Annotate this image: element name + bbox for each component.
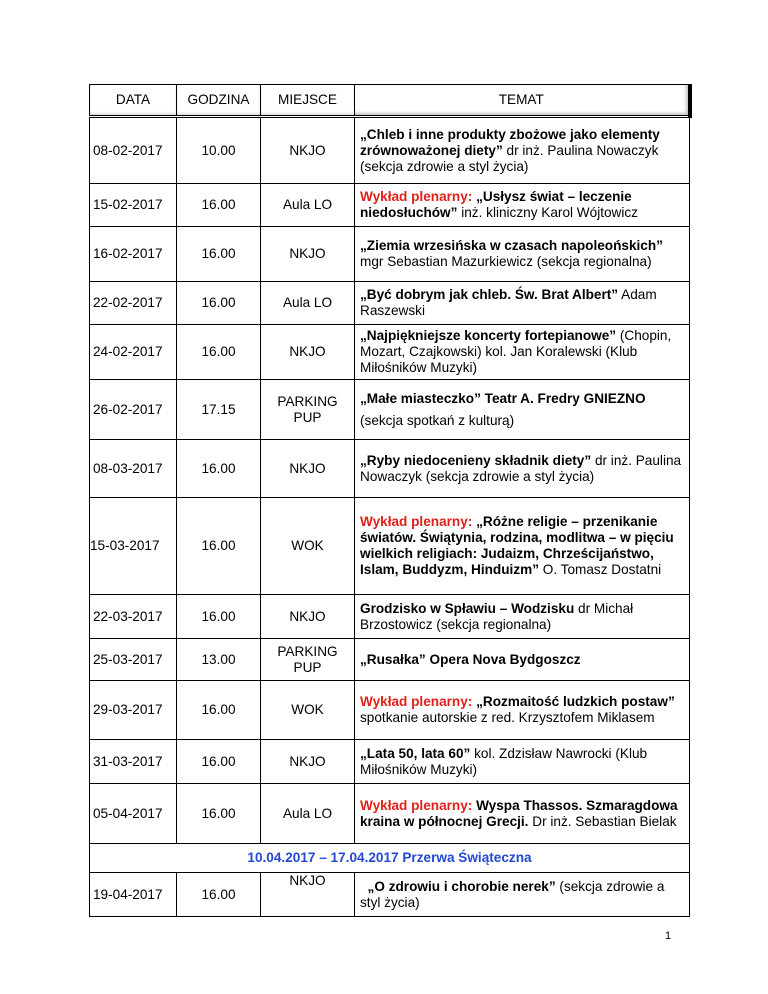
topic-details: inż. kliniczny Karol Wójtowicz	[457, 205, 638, 220]
row-time: 16.00	[177, 282, 261, 325]
row-place: Aula LO	[261, 784, 355, 844]
row-time: 13.00	[177, 639, 261, 681]
header-date: DATA	[90, 85, 177, 117]
row-place: NKJO	[261, 325, 355, 380]
header-time: GODZINA	[177, 85, 261, 117]
topic-details: spotkanie autorskie z red. Krzysztofem Miklasem	[360, 710, 655, 725]
row-time: 16.00	[177, 595, 261, 639]
row-date: 22-03-2017	[90, 595, 177, 639]
row-place: Aula LO	[261, 282, 355, 325]
row-topic	[355, 639, 690, 681]
topic-title: „O zdrowiu i chorobie nerek”	[360, 878, 556, 894]
table-row	[90, 595, 690, 639]
topic-details: (Chopin, Mozart, Czajkowski) kol. Jan Koralewski (Klub Miłośników Muzyki)	[360, 328, 672, 375]
plenary-label: Wykład plenarny:	[360, 797, 477, 813]
topic-details: kol. Zdzisław Nawrocki (Klub Miłośników Muzyki)	[360, 745, 648, 777]
holiday-break-text: 10.04.2017 – 17.04.2017 Przerwa Świąteczna	[247, 850, 532, 865]
row-date: 31-03-2017	[90, 740, 177, 784]
row-place: WOK	[261, 498, 355, 595]
row-topic	[355, 380, 690, 440]
topic-title: „Rusałka” Opera Nova Bydgoszcz	[360, 651, 581, 667]
page-number: 1	[665, 930, 672, 942]
row-time: 16.00	[177, 740, 261, 784]
table-row	[90, 184, 690, 227]
topic-title: „Chleb i inne produkty zbożowe jako elementy zrównoważonej diety”	[360, 126, 660, 158]
row-place: NKJO	[261, 740, 355, 784]
row-date: 26-02-2017	[90, 380, 177, 440]
row-place	[261, 380, 355, 440]
row-topic	[355, 681, 690, 740]
row-place: NKJO	[261, 873, 355, 917]
row-time: 16.00	[177, 873, 261, 917]
row-time: 16.00	[177, 681, 261, 740]
table-row	[90, 639, 690, 681]
topic-title: „Różne religie – przenikanie światów. Świątynia, rodzina, modlitwa – w pięciu wielkich religiach: Judaizm, Chrześcijaństwo, Islam, Buddyzm, Hinduizm”	[360, 514, 674, 577]
table-row	[90, 282, 690, 325]
row-time: 10.00	[177, 117, 261, 184]
table-row	[90, 227, 690, 282]
row-place: WOK	[261, 681, 355, 740]
topic-details: (sekcja spotkań z kulturą)	[360, 412, 515, 428]
holiday-break-cell	[90, 844, 690, 873]
row-date: 08-02-2017	[90, 117, 177, 184]
table-row	[90, 784, 690, 844]
row-time: 17.15	[177, 380, 261, 440]
topic-details: mgr Sebastian Mazurkiewicz (sekcja regionalna)	[360, 254, 652, 269]
topic-title: „Lata 50, lata 60”	[360, 745, 471, 761]
holiday-break-row	[90, 844, 690, 873]
row-topic	[355, 184, 690, 227]
place-line: PARKING	[277, 393, 338, 409]
topic-details: Dr inż. Sebastian Bielak	[528, 813, 677, 829]
table-row	[90, 380, 690, 440]
row-topic	[355, 498, 690, 595]
topic-details: (sekcja zdrowie a styl życia)	[360, 878, 665, 910]
row-date: 19-04-2017	[90, 873, 177, 917]
row-place: NKJO	[261, 117, 355, 184]
table-row	[90, 440, 690, 498]
plenary-label: Wykład plenarny:	[360, 189, 477, 204]
topic-details: dr Michał Brzostowicz (sekcja regionalna)	[360, 600, 634, 632]
topic-title: „Małe miasteczko” Teatr A. Fredry GNIEZNO	[360, 390, 646, 406]
row-place: NKJO	[261, 440, 355, 498]
row-date: 25-03-2017	[90, 639, 177, 681]
topic-title: „Rozmaitość ludzkich postaw”	[476, 694, 675, 709]
row-time: 16.00	[177, 184, 261, 227]
row-date: 08-03-2017	[90, 440, 177, 498]
row-date: 29-03-2017	[90, 681, 177, 740]
table-row	[90, 740, 690, 784]
row-time: 16.00	[177, 784, 261, 844]
row-topic	[355, 873, 690, 917]
topic-details: dr inż. Paulina Nowaczyk (sekcja zdrowie a styl życia)	[360, 452, 682, 484]
row-date: 15-02-2017	[90, 184, 177, 227]
topic-title: „Ziemia wrzesińska w czasach napoleońskich”	[360, 238, 663, 253]
table-row	[90, 117, 690, 184]
topic-title: Grodzisko w Spławiu – Wodzisku	[360, 600, 575, 616]
row-time: 16.00	[177, 440, 261, 498]
row-topic	[355, 117, 690, 184]
header-topic: TEMAT	[355, 85, 690, 117]
row-date: 24-02-2017	[90, 325, 177, 380]
row-place	[261, 639, 355, 681]
row-topic	[355, 325, 690, 380]
row-place: Aula LO	[261, 184, 355, 227]
row-topic	[355, 282, 690, 325]
row-date: 16-02-2017	[90, 227, 177, 282]
row-topic	[355, 784, 690, 844]
place-line: PUP	[293, 409, 322, 425]
topic-title: „Ryby niedocenieny składnik diety”	[360, 452, 592, 468]
table-row	[90, 498, 690, 595]
table-row	[90, 873, 690, 917]
row-time: 16.00	[177, 325, 261, 380]
table-row	[90, 325, 690, 380]
topic-title: Wyspa Thassos. Szmaragdowa kraina w północnej Grecji.	[360, 797, 678, 829]
row-date: 22-02-2017	[90, 282, 177, 325]
header-row	[90, 85, 690, 117]
row-date: 15-03-2017	[90, 498, 177, 595]
table-row	[90, 681, 690, 740]
schedule-table	[89, 84, 692, 917]
row-time: 16.00	[177, 498, 261, 595]
row-time: 16.00	[177, 227, 261, 282]
row-topic	[355, 595, 690, 639]
row-place: NKJO	[261, 227, 355, 282]
header-place: MIEJSCE	[261, 85, 355, 117]
topic-details: O. Tomasz Dostatni	[539, 562, 662, 577]
place-line: PARKING	[277, 643, 338, 659]
topic-details: dr inż. Paulina Nowaczyk (sekcja zdrowie a styl życia)	[360, 142, 659, 174]
plenary-label: Wykład plenarny:	[360, 694, 477, 709]
topic-title: „Usłysz świat – leczenie niedosłuchów”	[360, 189, 632, 220]
row-topic	[355, 440, 690, 498]
topic-title: „Najpiękniejsze koncerty fortepianowe”	[360, 328, 617, 343]
topic-title: „Być dobrym jak chleb. Św. Brat Albert”	[360, 287, 619, 302]
row-topic	[355, 227, 690, 282]
place-line: PUP	[293, 659, 322, 675]
row-topic	[355, 740, 690, 784]
topic-details: Adam Raszewski	[360, 287, 657, 318]
row-place: NKJO	[261, 595, 355, 639]
plenary-label: Wykład plenarny:	[360, 514, 477, 529]
row-date: 05-04-2017	[90, 784, 177, 844]
